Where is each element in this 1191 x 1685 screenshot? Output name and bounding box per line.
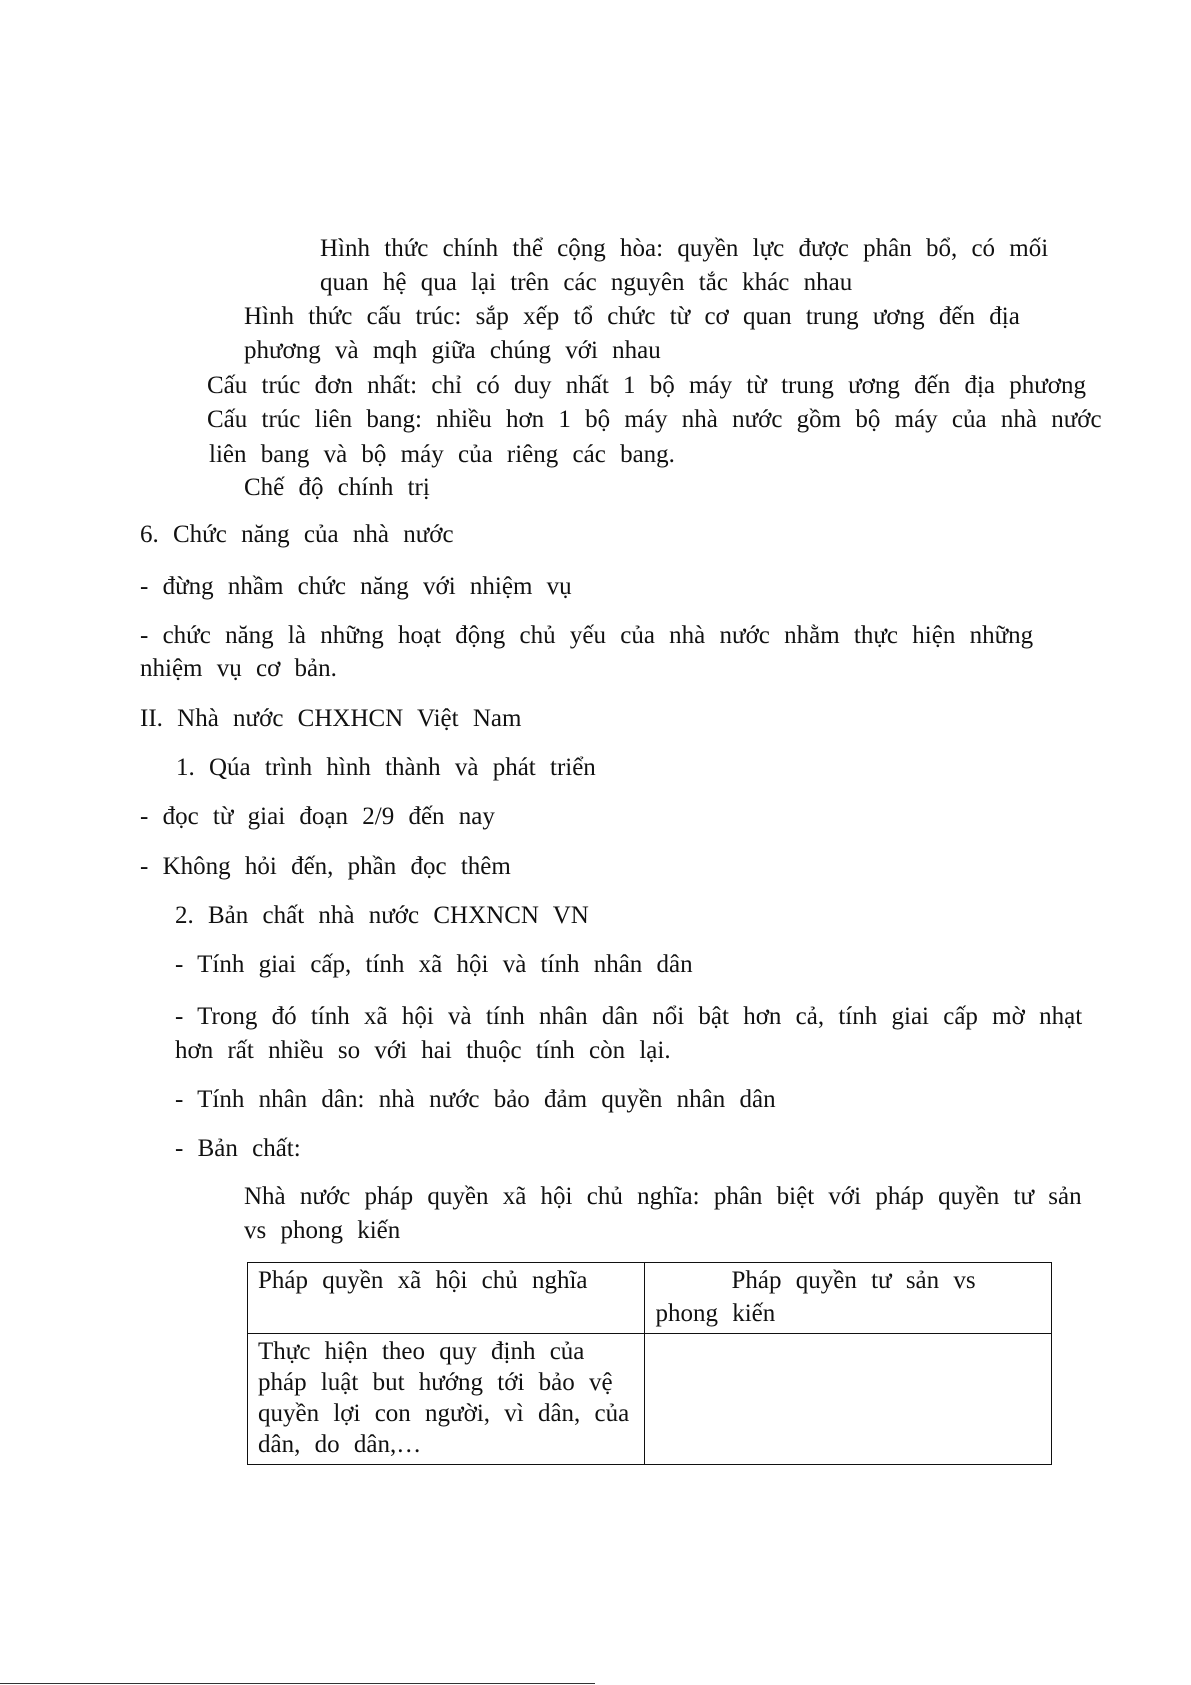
line-nature-3 xyxy=(175,1083,776,1116)
line-form-structure-1 xyxy=(210,300,1020,333)
line-text: vs phong kiến xyxy=(244,1217,401,1244)
line-federal-1 xyxy=(173,403,1102,436)
table-header-left xyxy=(248,1263,645,1334)
line-text: - Trong đó tính xã hội và tính nhân dân nổi bật hơn cả, tính giai cấp mờ nhạt xyxy=(175,1003,1083,1030)
line-rule-of-law-2 xyxy=(244,1214,400,1247)
table-cell-left xyxy=(248,1334,645,1465)
cell-text: Pháp quyền xã hội chủ nghĩa xyxy=(258,1267,588,1294)
line-text: liên bang và bộ máy của riêng các bang. xyxy=(209,441,675,468)
line-text: nhiệm vụ cơ bản. xyxy=(140,655,337,682)
line-political-regime xyxy=(210,471,430,504)
line-text: hơn rất nhiều so với hai thuộc tính còn lại. xyxy=(175,1037,671,1064)
comparison-table xyxy=(247,1262,1052,1465)
line-text: Hình thức cấu trúc: sắp xếp tổ chức từ cơ quan trung ương đến địa xyxy=(244,303,1020,330)
heading-6 xyxy=(140,518,454,551)
line-text: - Không hỏi đến, phần đọc thêm xyxy=(140,853,511,880)
line-text: - chức năng là những hoạt động chủ yếu của nhà nước nhằm thực hiện những xyxy=(140,622,1034,649)
heading-II-2 xyxy=(175,899,589,932)
cell-text: Pháp quyền tư sản vs phong kiến xyxy=(655,1267,976,1327)
line-text: quan hệ qua lại trên các nguyên tắc khác nhau xyxy=(320,269,853,296)
line-text: Chế độ chính trị xyxy=(244,474,430,501)
line-func-2b xyxy=(140,652,337,685)
line-text: II. Nhà nước CHXHCN Việt Nam xyxy=(140,705,522,732)
line-text: - Tính giai cấp, tính xã hội và tính nhân dân xyxy=(175,951,693,978)
line-federal-2 xyxy=(209,438,675,471)
line-text: Hình thức chính thể cộng hòa: quyền lực được phân bổ, có mối xyxy=(320,235,1049,262)
line-form-republic-1 xyxy=(286,232,1048,265)
heading-II-1 xyxy=(176,751,596,784)
table-cell-right xyxy=(645,1334,1052,1465)
line-hist-1 xyxy=(140,800,495,833)
line-nature-1 xyxy=(175,948,693,981)
line-nature-4 xyxy=(175,1132,301,1165)
line-form-structure-2 xyxy=(244,334,661,367)
table-row xyxy=(248,1334,1052,1465)
line-text: - Bản chất: xyxy=(175,1135,301,1162)
line-form-republic-2 xyxy=(320,266,852,299)
table-header-row xyxy=(248,1263,1052,1334)
line-text: phương và mqh giữa chúng với nhau xyxy=(244,337,661,364)
heading-II xyxy=(140,702,521,735)
line-unitary xyxy=(173,369,1086,402)
line-text: Nhà nước pháp quyền xã hội chủ nghĩa: phân biệt với pháp quyền tư sản xyxy=(244,1183,1082,1210)
line-func-2a xyxy=(140,619,1033,652)
line-text: - đọc từ giai đoạn 2/9 đến nay xyxy=(140,803,495,830)
line-text: - đừng nhầm chức năng với nhiệm vụ xyxy=(140,573,572,600)
line-rule-of-law-1 xyxy=(210,1180,1082,1213)
line-func-1 xyxy=(140,570,572,603)
cell-text: Thực hiện theo quy định của pháp luật but hướng tới bảo vệ quyền lợi con người, vì dân, của dân, do dân,… xyxy=(258,1338,630,1458)
line-text: 2. Bản chất nhà nước CHXNCN VN xyxy=(175,902,589,929)
line-nature-2b xyxy=(175,1034,671,1067)
line-text: 6. Chức năng của nhà nước xyxy=(140,521,454,548)
table-header-right xyxy=(645,1263,1052,1334)
line-text: - Tính nhân dân: nhà nước bảo đảm quyền nhân dân xyxy=(175,1086,776,1113)
line-text: Cấu trúc đơn nhất: chỉ có duy nhất 1 bộ máy từ trung ương đến địa phương xyxy=(207,372,1087,399)
line-hist-2 xyxy=(140,850,511,883)
line-text: 1. Qúa trình hình thành và phát triển xyxy=(176,754,596,781)
footnote-separator xyxy=(0,1683,595,1684)
line-nature-2a xyxy=(175,1000,1082,1033)
line-text: Cấu trúc liên bang: nhiều hơn 1 bộ máy nhà nước gồm bộ máy của nhà nước xyxy=(207,406,1102,433)
